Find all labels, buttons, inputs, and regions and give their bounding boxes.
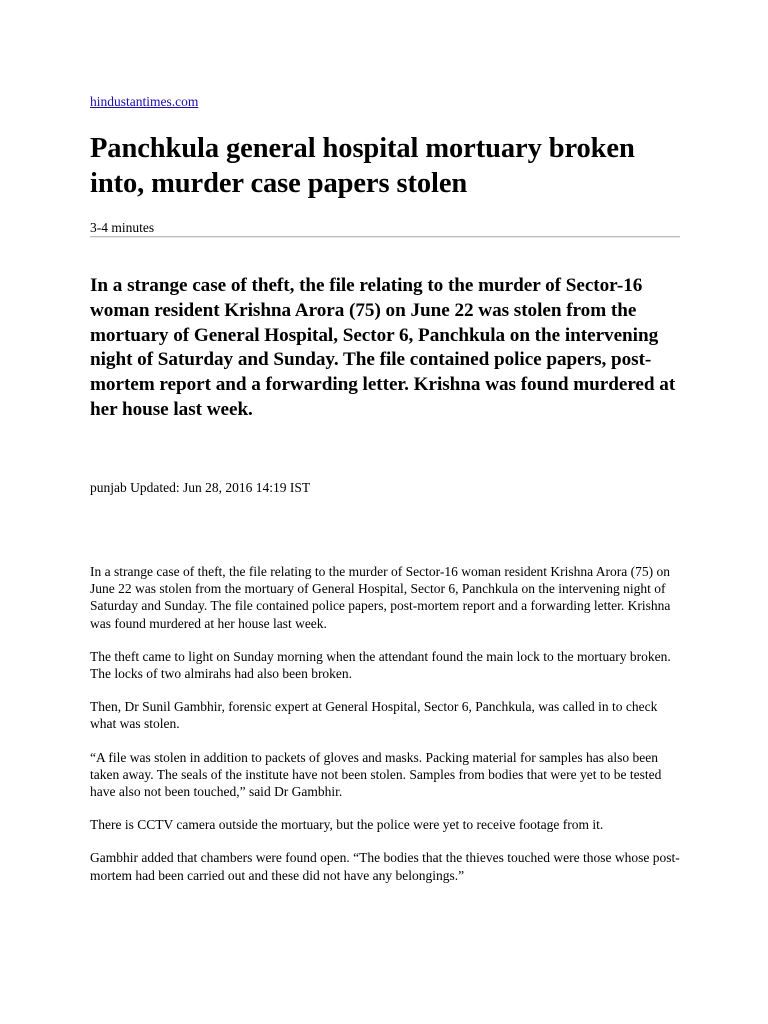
body-paragraph: Gambhir added that chambers were found open. “The bodies that the thieves touched were those whose post-mortem had been carried out and these did not have any belongings.”: [90, 850, 680, 883]
read-time: 3-4 minutes: [90, 220, 155, 235]
source-link[interactable]: hindustantimes.com: [90, 94, 199, 109]
body-paragraph: Then, Dr Sunil Gambhir, forensic expert at General Hospital, Sector 6, Panchkula, was called in to check what was stolen.: [90, 699, 658, 732]
article-headline: Panchkula general hospital mortuary broken into, murder case papers stolen: [90, 133, 635, 199]
article-lede: In a strange case of theft, the file relating to the murder of Sector-16 woman resident Krishna Arora (75) on June 22 was stolen from the mortuary of General Hospital, Sector 6, Panchkula on the intervening night of Saturday and Sunday. The file contained police papers, post-mortem report and a forwarding letter. Krishna was found murdered at her house last week.: [90, 275, 676, 420]
body-paragraph: The theft came to light on Sunday morning when the attendant found the main lock to the mortuary broken. The locks of two almirahs had also been broken.: [90, 648, 671, 682]
article-body: [90, 563, 682, 900]
body-paragraph: “A file was stolen in addition to packets of gloves and masks. Packing material for samples has also been taken away. The seals of the institute have not been stolen. Samples from bodies that were yet to be tested have also not been touched,” said Dr Gambhir.: [90, 749, 662, 800]
article-meta: punjab Updated: Jun 28, 2016 14:19 IST: [90, 480, 311, 495]
body-paragraph: There is CCTV camera outside the mortuary, but the police were yet to receive footage from it.: [90, 817, 604, 833]
body-paragraph: In a strange case of theft, the file relating to the murder of Sector-16 woman resident Krishna Arora (75) on June 22 was stolen from the mortuary of General Hospital, Sector 6, Panchkula on the intervening night of Saturday and Sunday. The file contained police papers, post-mortem report and a forwarding letter. Krishna was found murdered at her house last week.: [90, 564, 671, 631]
divider: [90, 236, 680, 237]
